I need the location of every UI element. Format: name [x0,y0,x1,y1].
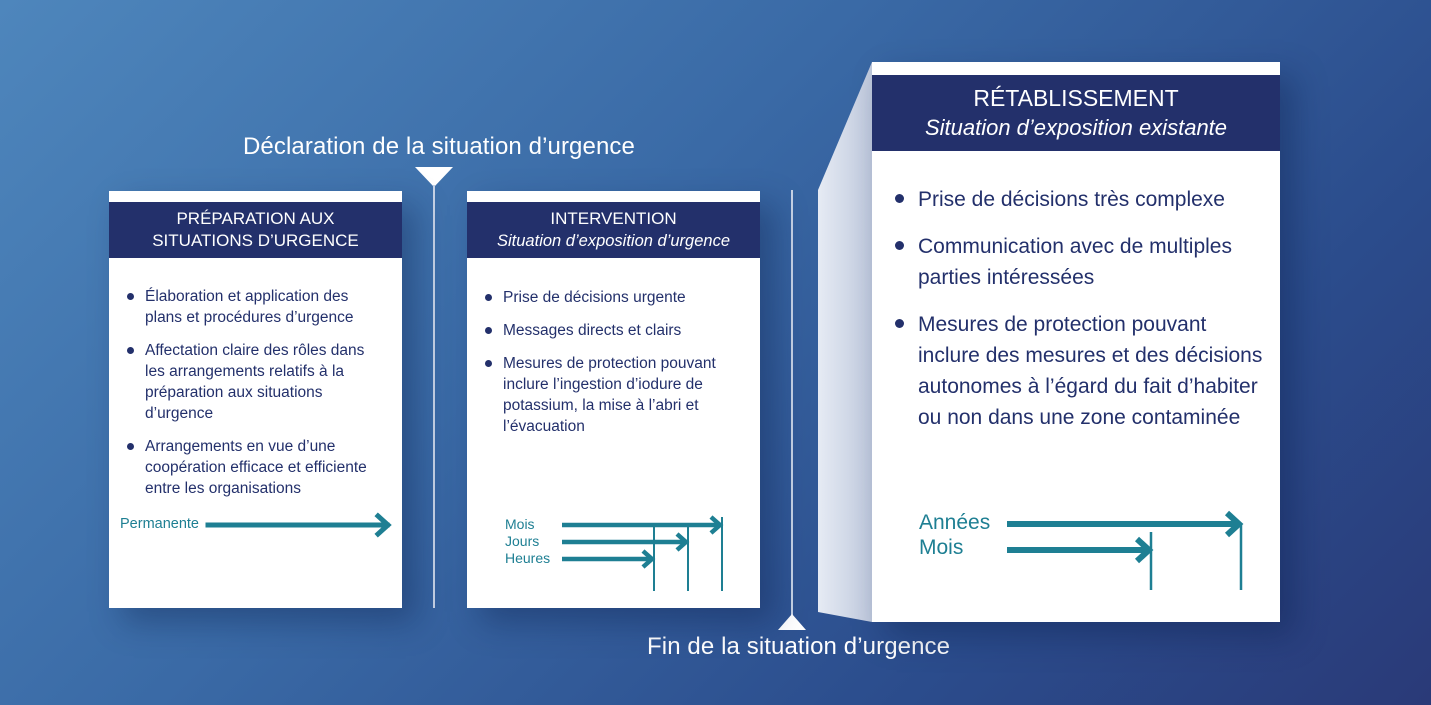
list-item: Communication avec de multiples parties intéressées [892,231,1267,293]
card-preparation-title-2: SITUATIONS D’URGENCE [152,231,359,250]
declaration-label: Déclaration de la situation d’urgence [243,133,635,160]
timeline-label-mois-long: Mois [919,536,964,559]
list-item: Messages directs et clairs [479,320,744,341]
list-item: Prise de décisions très complexe [892,184,1267,215]
timeline-label-jours: Jours [505,533,540,549]
list-item: Affectation claire des rôles dans les arrangements relatifs à la préparation aux situations d’urgence [121,340,383,424]
perspective-side [818,62,872,622]
list-item: Mesures de protection pouvant inclure des mesures et des décisions autonomes à l’égard du fait d’habiter ou non dans une zone contaminée [892,309,1267,433]
card-preparation-title-1: PRÉPARATION AUX [176,209,335,228]
card-preparation [109,191,402,608]
card-intervention [467,191,760,608]
timeline-label-heures: Heures [505,550,551,566]
card-intervention-title: INTERVENTION [550,209,677,228]
card-retablissement-title: RÉTABLISSEMENT [973,85,1179,111]
list-item: Élaboration et application des plans et procédures d’urgence [121,286,383,328]
card-intervention-subtitle: Situation d’exposition d’urgence [497,232,730,250]
end-label: Fin de la situation d’urgence [647,633,951,660]
card-retablissement [872,62,1280,622]
list-item: Arrangements en vue d’une coopération efficace et efficiente entre les organisations [121,436,383,499]
timeline-arrows-intervention [467,191,760,608]
card-retablissement-subtitle: Situation d’exposition existante [924,115,1228,140]
timeline-label-annees: Années [919,511,991,534]
list-item: Mesures de protection pouvant inclure l’ingestion d’iodure de potassium, la mise à l’abri et l’évacuation [479,353,744,437]
list-item: Prise de décisions urgente [479,287,744,308]
timeline-label-mois: Mois [505,516,535,532]
timeline-label-permanente: Permanente [120,516,199,532]
timeline-arrows-preparation [109,191,402,608]
timeline-arrows-retablissement [872,62,1280,622]
